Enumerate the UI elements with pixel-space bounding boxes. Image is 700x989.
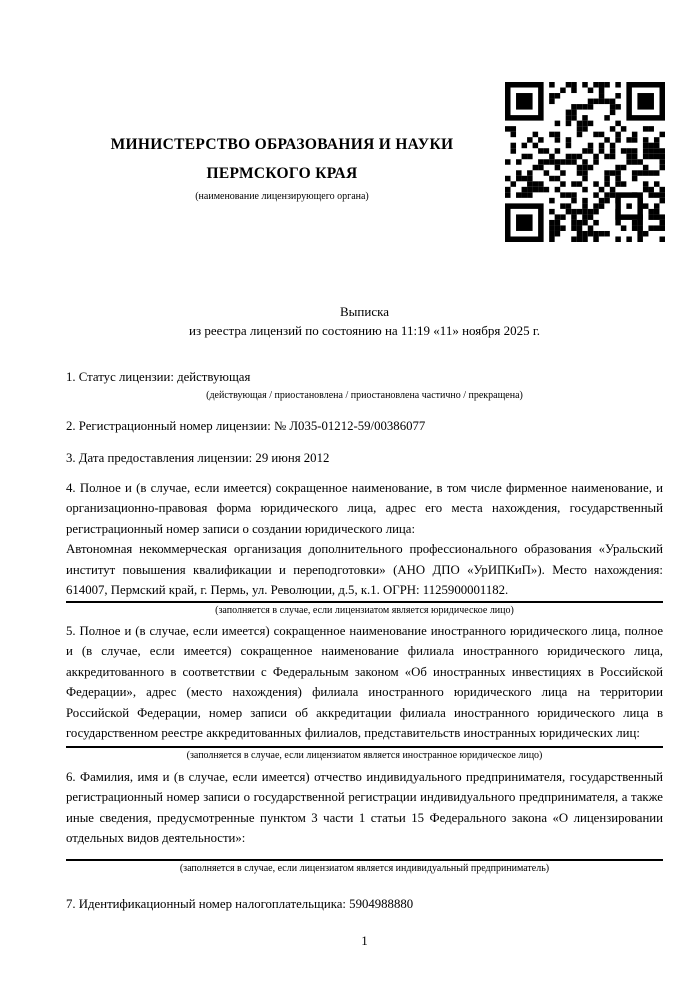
- document-title: [66, 302, 663, 340]
- page-number: 1: [361, 933, 368, 948]
- grant-date-text: 3. Дата предоставления лицензии: 29 июня 2012: [66, 451, 330, 465]
- foreign-entity-prompt: 5. Полное и (в случае, если имеется) сокращенное наименование иностранного юридического лица, полное и (в случае, если имеется) сокращенное наименование филиала иностранного юридического лица, аккредитованного в соответствии с Федеральным законом «Об иностранных инвестициях в Российской Федерации», адрес (место нахождения) филиала иностранного юридического лица на территории Российской Федерации, номер записи об аккредитации филиала иностранного юридического лица в государственном реестре аккредитованных филиалов, представительств иностранных юридических лиц:: [66, 623, 663, 740]
- fill-line: [66, 746, 663, 748]
- title-line1: Выписка: [340, 304, 389, 319]
- legal-entity-value: Автономная некоммерческая организация дополнительного профессионального образования «Уральский институт повышения квалификации и переподготовки» (АНО ДПО «УрИПКиП»). Место нахождения: 614007, Пермский край, г. Пермь, ул. Революции, д.5, к.1. ОГРН: 1125900001182.: [66, 542, 663, 597]
- issuer-name-line2: ПЕРМСКОГО КРАЯ: [206, 165, 358, 182]
- entrepreneur-prompt: 6. Фамилия, имя и (в случае, если имеется) отчество индивидуального предпринимателя, государственный регистрационный номер записи о государственной регистрации индивидуального предпринимателя, а также иные сведения, предусмотренные пунктом 3 части 1 статьи 15 Федерального закона «О лицензировании отдельных видов деятельности»:: [66, 769, 663, 845]
- license-status-text: 1. Статус лицензии: действующая: [66, 370, 251, 384]
- fill-line: [66, 859, 663, 861]
- qr-code: [505, 82, 665, 242]
- document-header: [66, 82, 663, 242]
- item-taxpayer-id: [66, 894, 663, 915]
- entrepreneur-caption: (заполняется в случае, если лицензиатом является индивидуальный предприниматель): [179, 862, 550, 874]
- fill-line: [66, 601, 663, 603]
- item-individual-entrepreneur: [66, 767, 663, 875]
- foreign-entity-caption: (заполняется в случае, если лицензиатом является иностранное юридическое лицо): [186, 749, 543, 761]
- item-foreign-entity: [66, 621, 663, 762]
- issuing-authority-block: [66, 130, 498, 202]
- document-content: [66, 82, 663, 914]
- issuing-authority-name: [66, 130, 498, 188]
- title-line2: из реестра лицензий по состоянию на 11:19 «11» ноября 2025 г.: [189, 323, 540, 338]
- license-status-caption: (действующая / приостановлена / приостановлена частично / прекращена): [206, 389, 523, 401]
- legal-entity-caption: (заполняется в случае, если лицензиатом является юридическое лицо): [215, 604, 514, 616]
- item-legal-entity: [66, 478, 663, 617]
- issuer-name-line1: МИНИСТЕРСТВО ОБРАЗОВАНИЯ И НАУКИ: [110, 136, 454, 153]
- issuer-caption: (наименование лицензирующего органа): [195, 191, 369, 202]
- item-grant-date: [66, 448, 663, 469]
- registration-number-text: 2. Регистрационный номер лицензии: № Л035-01212-59/00386077: [66, 418, 426, 433]
- item-license-status: [66, 367, 663, 402]
- legal-entity-prompt: 4. Полное и (в случае, если имеется) сокращенное наименование, в том числе фирменное наименование, и организационно-правовая форма юридического лица, адрес его места нахождения, государственный регистрационный номер записи о создании юридического лица:: [66, 480, 663, 536]
- item-registration-number: [66, 416, 663, 437]
- taxpayer-id-text: 7. Идентификационный номер налогоплательщика: 5904988880: [66, 896, 414, 911]
